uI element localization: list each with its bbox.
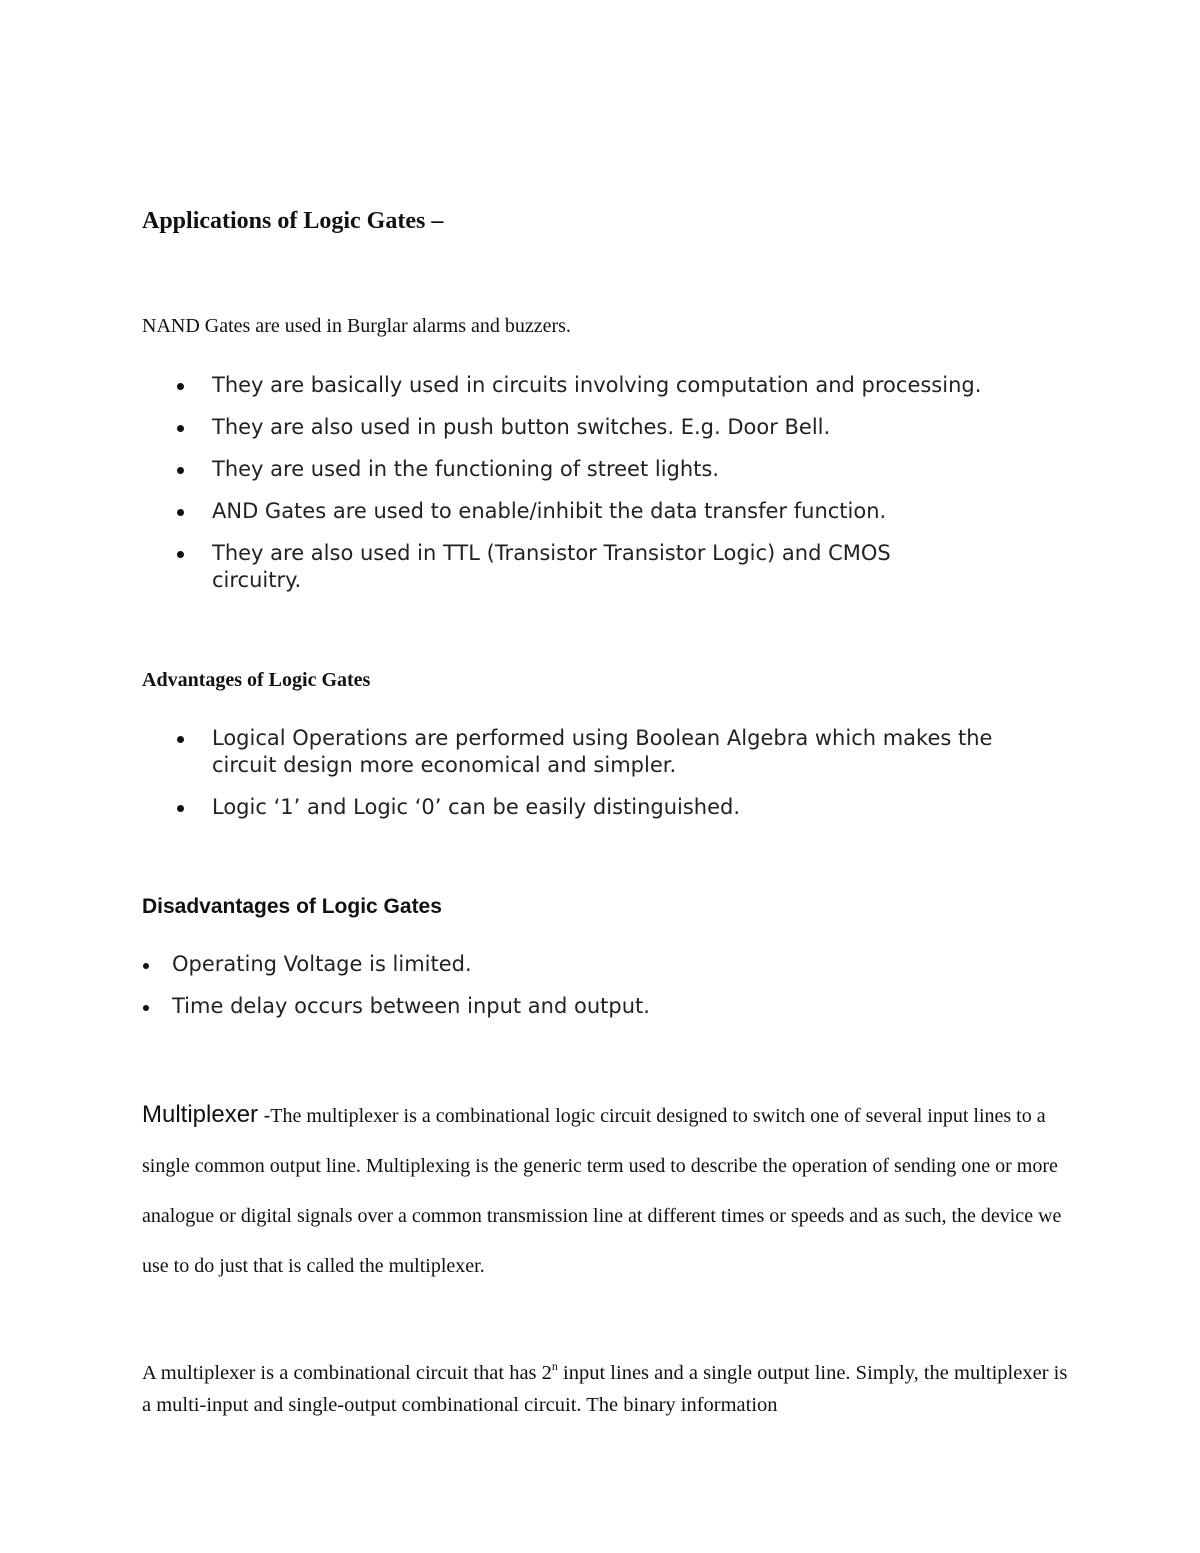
list-item: Operating Voltage is limited. xyxy=(172,951,1072,978)
list-item: They are basically used in circuits involving computation and processing. xyxy=(212,372,1092,399)
multiplexer-definition-paragraph: A multiplexer is a combinational circuit that has 2$^n$ input lines and a single output line. Simply, the multiplexer is a multi-input and single-output combinational circuit. The binary information xyxy=(142,1359,1068,1416)
multiplexer-dash: - xyxy=(258,1105,271,1127)
superscript-n: n xyxy=(551,1359,558,1373)
list-item: They are used in the functioning of street lights. xyxy=(212,456,1092,483)
bullet-icon xyxy=(143,963,149,969)
bullet-icon xyxy=(177,425,184,432)
list-item: They are also used in TTL (Transistor Transistor Logic) and CMOS circuitry. xyxy=(212,540,972,594)
bullet-icon xyxy=(177,467,184,474)
heading-disadvantages: Disadvantages of Logic Gates xyxy=(142,895,442,918)
heading-applications: Applications of Logic Gates – xyxy=(142,208,444,234)
bullet-icon xyxy=(143,1005,149,1011)
heading-advantages: Advantages of Logic Gates xyxy=(142,669,371,691)
list-item: Logical Operations are performed using Boolean Algebra which makes the circuit design more economical and simpler. xyxy=(212,725,1062,779)
bullet-icon xyxy=(177,805,184,812)
multiplexer-title: Multiplexer xyxy=(142,1101,259,1128)
list-item: AND Gates are used to enable/inhibit the data transfer function. xyxy=(212,498,1092,525)
list-item: Logic ‘1’ and Logic ‘0’ can be easily distinguished. xyxy=(212,794,1092,821)
bullet-icon xyxy=(177,383,184,390)
multiplexer-paragraph xyxy=(142,1090,1072,1291)
bullet-icon xyxy=(177,736,184,743)
list-item: Time delay occurs between input and output. xyxy=(172,993,1072,1020)
bullet-icon xyxy=(177,551,184,558)
disadvantages-list xyxy=(172,951,1072,1035)
bullet-icon xyxy=(177,509,184,516)
intro-text: NAND Gates are used in Burglar alarms and buzzers. xyxy=(142,315,571,337)
list-item: They are also used in push button switches. E.g. Door Bell. xyxy=(212,414,1092,441)
multiplexer-body: The multiplexer is a combinational logic circuit designed to switch one of several input lines to a single common output line. Multiplexing is the generic term used to describe the operation of sending one or more analogue or digital signals over a common transmission line at different times or speeds and as such, the device we use to do just that is called the multiplexer. xyxy=(142,1105,1062,1277)
applications-list xyxy=(212,372,1092,609)
advantages-list xyxy=(212,725,1092,836)
